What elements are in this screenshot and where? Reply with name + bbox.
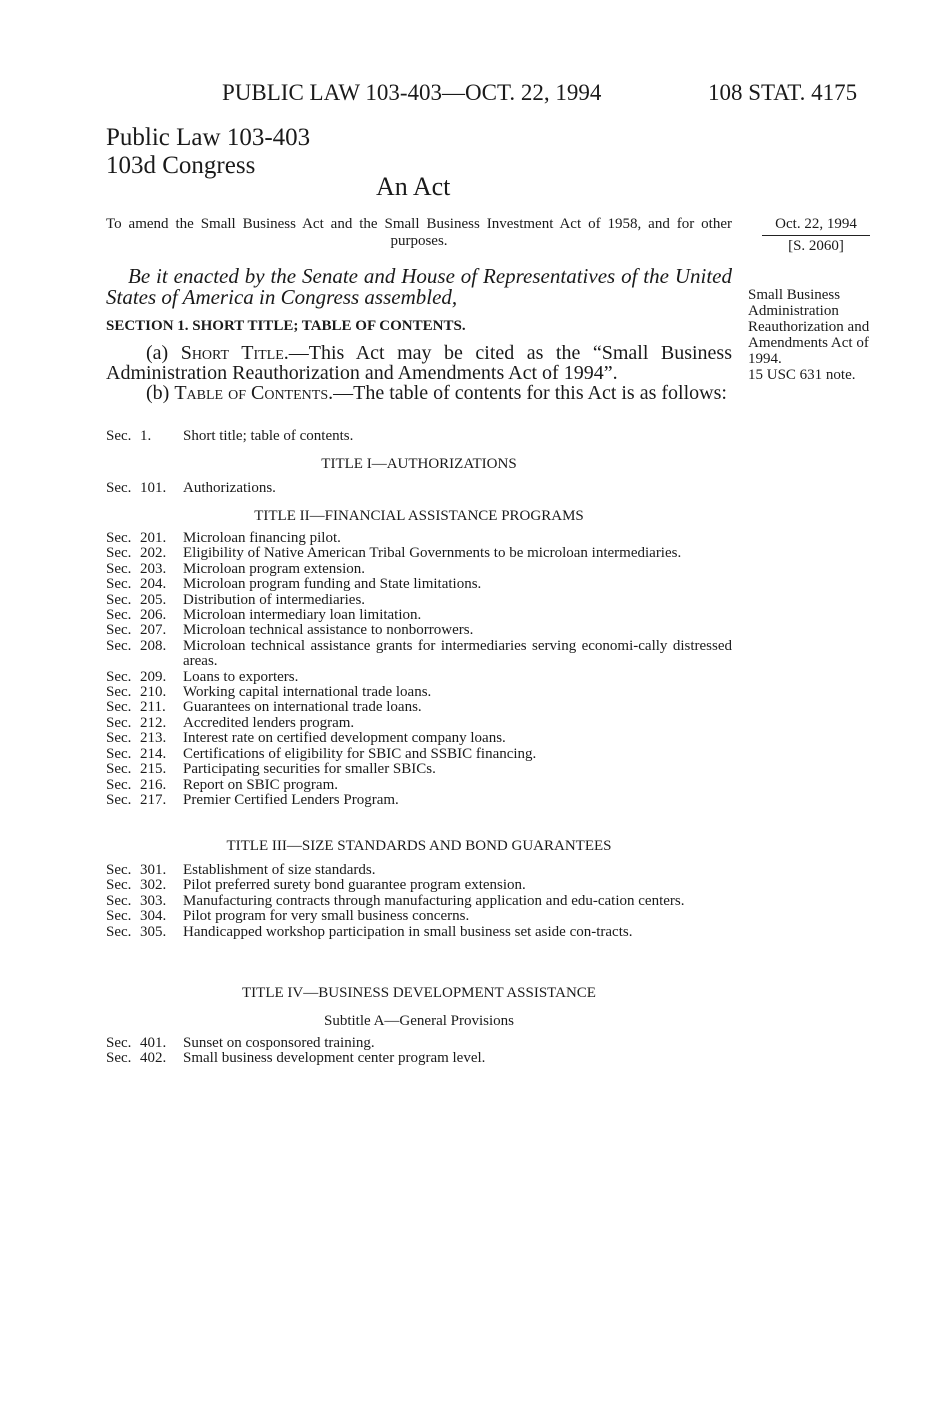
para-a-caption: Short Title — [180, 342, 284, 364]
toc-entry-label: Sec. — [106, 530, 132, 546]
toc-entry-number: 212. — [140, 714, 167, 731]
toc-entry-number: 213. — [140, 730, 167, 747]
toc-entry — [106, 577, 732, 592]
toc-entry-text: Handicapped workshop participation in small business set aside con-tracts. — [183, 923, 633, 940]
toc-entry — [106, 716, 732, 731]
toc-entry-label: Sec. — [106, 877, 132, 894]
toc-entry — [106, 894, 732, 909]
toc-entry-number: 206. — [140, 607, 167, 624]
toc-title-ii-heading: TITLE II—FINANCIAL ASSISTANCE PROGRAMS — [254, 508, 584, 524]
toc-entry-number: 217. — [140, 791, 167, 808]
toc-entry-label: Sec. — [106, 591, 132, 608]
toc-entry-number: 302. — [140, 877, 167, 894]
congress-label: 103d Congress — [106, 152, 256, 179]
toc-entry — [106, 863, 732, 878]
toc-entry-number: 208. — [140, 637, 167, 654]
toc-entry — [106, 909, 732, 924]
toc-entry-text: Short title; table of contents. — [183, 428, 354, 444]
toc-intro — [106, 429, 732, 444]
para-a-label: (a) — [146, 342, 181, 364]
toc-entry-label: Sec. — [106, 908, 132, 925]
sidenote-usc: 15 USC 631 note. — [748, 367, 856, 383]
para-b-label: (b) — [146, 382, 175, 404]
statute-page: 108 STAT. 4175 — [708, 80, 858, 105]
toc-entry-number: 204. — [140, 576, 167, 593]
toc-entry-text: Microloan program extension. — [183, 560, 366, 577]
toc-entry — [106, 546, 732, 561]
toc-entry-label: Sec. — [106, 714, 132, 731]
toc-entry — [106, 593, 732, 608]
toc-entry — [106, 531, 732, 546]
toc-entry-text: Interest rate on certified development company loans. — [183, 730, 506, 747]
para-a-text: .—This Act may be cited as the “Small Business Administration Reauthorization and Amendments Act of 1994”. — [106, 342, 732, 384]
toc-entry-number: 209. — [140, 668, 167, 685]
toc-entry-number: 402. — [140, 1050, 167, 1067]
toc-entry-number: 215. — [140, 761, 167, 778]
para-b-text: .—The table of contents for this Act is as follows: — [328, 382, 727, 404]
toc-entry-number: 401. — [140, 1035, 167, 1051]
toc-entry-text: Certifications of eligibility for SBIC and SSBIC financing. — [183, 745, 537, 762]
section-heading: SECTION 1. SHORT TITLE; TABLE OF CONTENTS. — [106, 318, 466, 334]
toc-entry — [106, 562, 732, 577]
toc-title-i-entries — [106, 481, 732, 496]
toc-entry-text: Report on SBIC program. — [183, 776, 338, 793]
toc-entry-text: Premier Certified Lenders Program. — [183, 791, 399, 808]
toc-entry — [106, 639, 732, 670]
toc-entry-number: 214. — [140, 745, 167, 762]
toc-entry-text: Microloan financing pilot. — [183, 530, 341, 546]
toc-entry — [106, 731, 732, 746]
toc-title-iii-entries — [106, 863, 732, 940]
toc-entry-text: Eligibility of Native American Tribal Governments to be microloan intermediaries. — [183, 545, 682, 562]
toc-entry-label: Sec. — [106, 923, 132, 940]
toc-entry — [106, 685, 732, 700]
margin-sidenote — [748, 287, 878, 383]
enactment-date: Oct. 22, 1994 — [762, 216, 870, 236]
margin-date-box — [762, 216, 870, 255]
toc-entry-number: 210. — [140, 684, 167, 701]
toc-entry-text: Pilot program for very small business concerns. — [183, 908, 470, 925]
toc-entry — [106, 925, 732, 940]
toc-entry-number: 207. — [140, 622, 167, 639]
toc-title-iv-entries — [106, 1036, 732, 1067]
toc-entry-number: 211. — [140, 699, 166, 716]
toc-entry — [106, 1051, 732, 1066]
toc-entry-text: Loans to exporters. — [183, 668, 299, 685]
toc-entry-text: Sunset on cosponsored training. — [183, 1035, 375, 1051]
toc-entry-number: 216. — [140, 776, 167, 793]
toc-title-i-heading: TITLE I—AUTHORIZATIONS — [321, 456, 517, 472]
toc-entry-label: Sec. — [106, 668, 132, 685]
toc-entry — [106, 623, 732, 638]
toc-entry-text: Microloan technical assistance grants for intermediaries serving economi-cally distressed areas. — [183, 637, 732, 670]
toc-entry-text: Establishment of size standards. — [183, 862, 376, 878]
toc-entry-label: Sec. — [106, 862, 132, 878]
toc-entry-number: 201. — [140, 530, 167, 546]
toc-entry-label: Sec. — [106, 480, 132, 496]
act-title: An Act — [376, 172, 451, 201]
running-head: PUBLIC LAW 103-403—OCT. 22, 1994 — [222, 80, 602, 105]
toc-entry — [106, 747, 732, 762]
toc-entry — [106, 429, 732, 444]
toc-entry — [106, 700, 732, 715]
toc-entry-number: 301. — [140, 862, 167, 878]
para-b-caption: Table of Contents — [174, 382, 329, 404]
toc-entry-label: Sec. — [106, 637, 132, 654]
toc-entry-text: Participating securities for smaller SBICs. — [183, 761, 436, 778]
toc-entry-label: Sec. — [106, 730, 132, 747]
toc-entry-label: Sec. — [106, 545, 132, 562]
toc-entry-label: Sec. — [106, 607, 132, 624]
toc-entry-label: Sec. — [106, 576, 132, 593]
bill-number: [S. 2060] — [788, 238, 844, 254]
toc-entry-label: Sec. — [106, 791, 132, 808]
toc-entry-label: Sec. — [106, 776, 132, 793]
toc-entry — [106, 762, 732, 777]
toc-entry-number: 202. — [140, 545, 167, 562]
toc-entry-text: Small business development center program level. — [183, 1050, 486, 1067]
enacting-clause: Be it enacted by the Senate and House of Representatives of the United States of America in Congress assembled, — [106, 264, 732, 309]
toc-title-iii-heading: TITLE III—SIZE STANDARDS AND BOND GUARANTEES — [226, 838, 612, 854]
toc-entry-text: Microloan program funding and State limitations. — [183, 576, 482, 593]
toc-entry-label: Sec. — [106, 892, 132, 909]
toc-entry-label: Sec. — [106, 699, 132, 716]
toc-entry-number: 1. — [140, 428, 152, 444]
toc-entry-number: 205. — [140, 591, 167, 608]
public-law-number: Public Law 103-403 — [106, 124, 311, 151]
paragraph-short-title — [106, 343, 732, 383]
toc-entry-label: Sec. — [106, 745, 132, 762]
toc-entry-text: Working capital international trade loans. — [183, 684, 432, 701]
toc-entry-text: Accredited lenders program. — [183, 714, 355, 731]
paragraph-table-of-contents — [106, 383, 732, 403]
toc-title-ii-entries — [106, 531, 732, 808]
toc-entry-text: Pilot preferred surety bond guarantee program extension. — [183, 877, 526, 894]
toc-entry — [106, 878, 732, 893]
toc-entry-label: Sec. — [106, 622, 132, 639]
toc-entry-label: Sec. — [106, 684, 132, 701]
toc-entry — [106, 793, 732, 808]
toc-entry-text: Authorizations. — [183, 480, 276, 496]
toc-entry-label: Sec. — [106, 1050, 132, 1067]
toc-entry-label: Sec. — [106, 560, 132, 577]
toc-entry-number: 304. — [140, 908, 167, 925]
toc-entry-text: Microloan intermediary loan limitation. — [183, 607, 422, 624]
purpose-clause: To amend the Small Business Act and the Small Business Investment Act of 1958, and for other purposes. — [106, 216, 732, 249]
toc-entry-number: 203. — [140, 560, 167, 577]
toc-entry — [106, 481, 732, 496]
toc-entry — [106, 670, 732, 685]
toc-subtitle-a-heading: Subtitle A—General Provisions — [324, 1013, 514, 1029]
toc-entry-number: 303. — [140, 892, 167, 909]
toc-title-iv-heading: TITLE IV—BUSINESS DEVELOPMENT ASSISTANCE — [242, 985, 596, 1001]
toc-entry-text: Distribution of intermediaries. — [183, 591, 366, 608]
toc-entry-label: Sec. — [106, 761, 132, 778]
toc-entry — [106, 608, 732, 623]
toc-entry — [106, 1036, 732, 1051]
toc-entry-label: Sec. — [106, 1035, 132, 1051]
toc-entry-text: Guarantees on international trade loans. — [183, 699, 422, 716]
toc-entry-number: 101. — [140, 480, 167, 496]
toc-entry-label: Sec. — [106, 428, 132, 444]
toc-entry-text: Manufacturing contracts through manufacturing application and edu-cation centers. — [183, 892, 685, 909]
sidenote-short-title: Small Business Administration Reauthorization and Amendments Act of 1994. — [748, 287, 870, 367]
toc-entry-number: 305. — [140, 923, 167, 940]
toc-entry — [106, 778, 732, 793]
toc-entry-text: Microloan technical assistance to nonborrowers. — [183, 622, 474, 639]
